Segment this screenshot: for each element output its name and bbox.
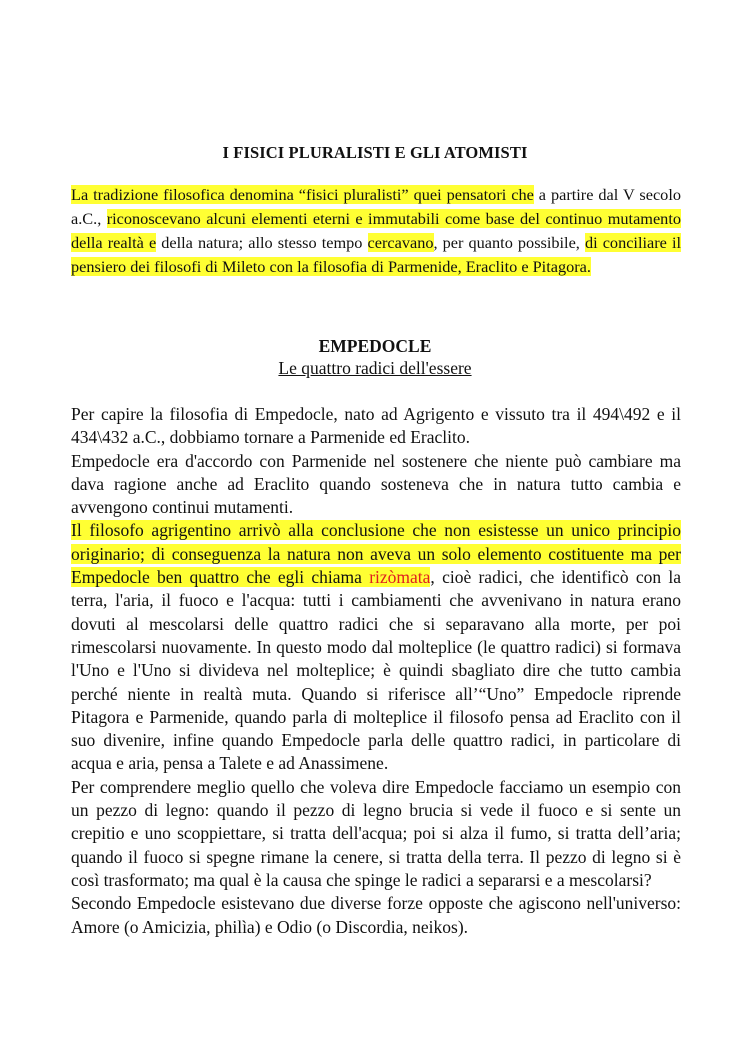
intro-highlight-3: cercavano <box>367 233 434 252</box>
body-paragraph-1: Per capire la filosofia di Empedocle, nato ad Agrigento e vissuto tra il 494\492 e il 434\432 a.C., dobbiamo tornare a Parmenide ed Eraclito. <box>71 404 681 448</box>
rizomata-term: rizòmata <box>369 567 431 588</box>
intro-text-3: , per quanto possibile, <box>433 233 585 252</box>
section-title: EMPEDOCLE <box>318 336 432 356</box>
intro-text-1: a partire dal V secolo a.C., <box>71 185 681 228</box>
body-paragraph-3-rest: , cioè radici, che identificò con la terra, l'aria, il fuoco e l'acqua: tutti i cambiamenti che avvenivano in natura erano dovuti al mescolarsi delle quattro radici che si separavano alla morte, per poi rimescolarsi nuovamente. In questo modo dal molteplice (le quattro radici) si formava l'Uno e l'Uno si divideva nel molteplice; è quindi sbagliato dire che tutto cambia perché niente in realtà muta. Quando si riferisce all’“Uno” Empedocle riprende Pitagora e Parmenide, quando parla di molteplice il filosofo pensa ad Eraclito con il suo divenire, infine quando Empedocle parla delle quattro radici, in particolare di acqua e aria, pensa a Talete e ad Anassimene. <box>71 567 681 774</box>
body-paragraph-3 <box>71 519 681 775</box>
intro-highlight-2: riconoscevano alcuni elementi eterni e immutabili come base del continuo mutamento della realtà e <box>71 209 681 252</box>
intro-highlight-1: La tradizione filosofica denomina “fisici pluralisti” quei pensatori che <box>71 185 534 204</box>
body-paragraph-5: Secondo Empedocle esistevano due diverse forze opposte che agiscono nell'universo: Amore (o Amicizia, philìa) e Odio (o Discordia, neikos). <box>71 893 681 937</box>
section-subtitle: Le quattro radici dell'essere <box>278 358 472 378</box>
body-highlight: Il filosofo agrigentino arrivò alla conclusione che non esistesse un unico principio originario; di conseguenza la natura non aveva un solo elemento costituente ma per Empedocle ben quattro che egli chiama <box>71 520 681 588</box>
body-paragraph-4: Per comprendere meglio quello che voleva dire Empedocle facciamo un esempio con un pezzo di legno: quando il pezzo di legno brucia si vede il fuoco e si sente un crepitio e uno scoppiettare, si tratta dell'acqua; poi si alza il fumo, si tratta dell’aria; quando il fuoco si spegne rimane la cenere, si tratta della terra. Il pezzo di legno si è così trasformato; ma qual è la causa che spinge le radici a separarsi e a mescolarsi? <box>71 776 681 890</box>
intro-highlight-4: di conciliare il pensiero dei filosofi di Mileto con la filosofia di Parmenide, Eraclito e Pitagora. <box>71 233 682 276</box>
body-paragraph-2: Empedocle era d'accordo con Parmenide nel sostenere che niente può cambiare ma dava ragione anche ad Eraclito quando sosteneva che in natura tutto cambia e avvengono continui mutamenti. <box>71 450 681 518</box>
intro-paragraph <box>71 183 681 279</box>
document-title: I FISICI PLURALISTI E GLI ATOMISTI <box>222 143 528 162</box>
section-body <box>71 403 681 939</box>
intro-text-2: della natura; allo stesso tempo <box>156 233 368 252</box>
